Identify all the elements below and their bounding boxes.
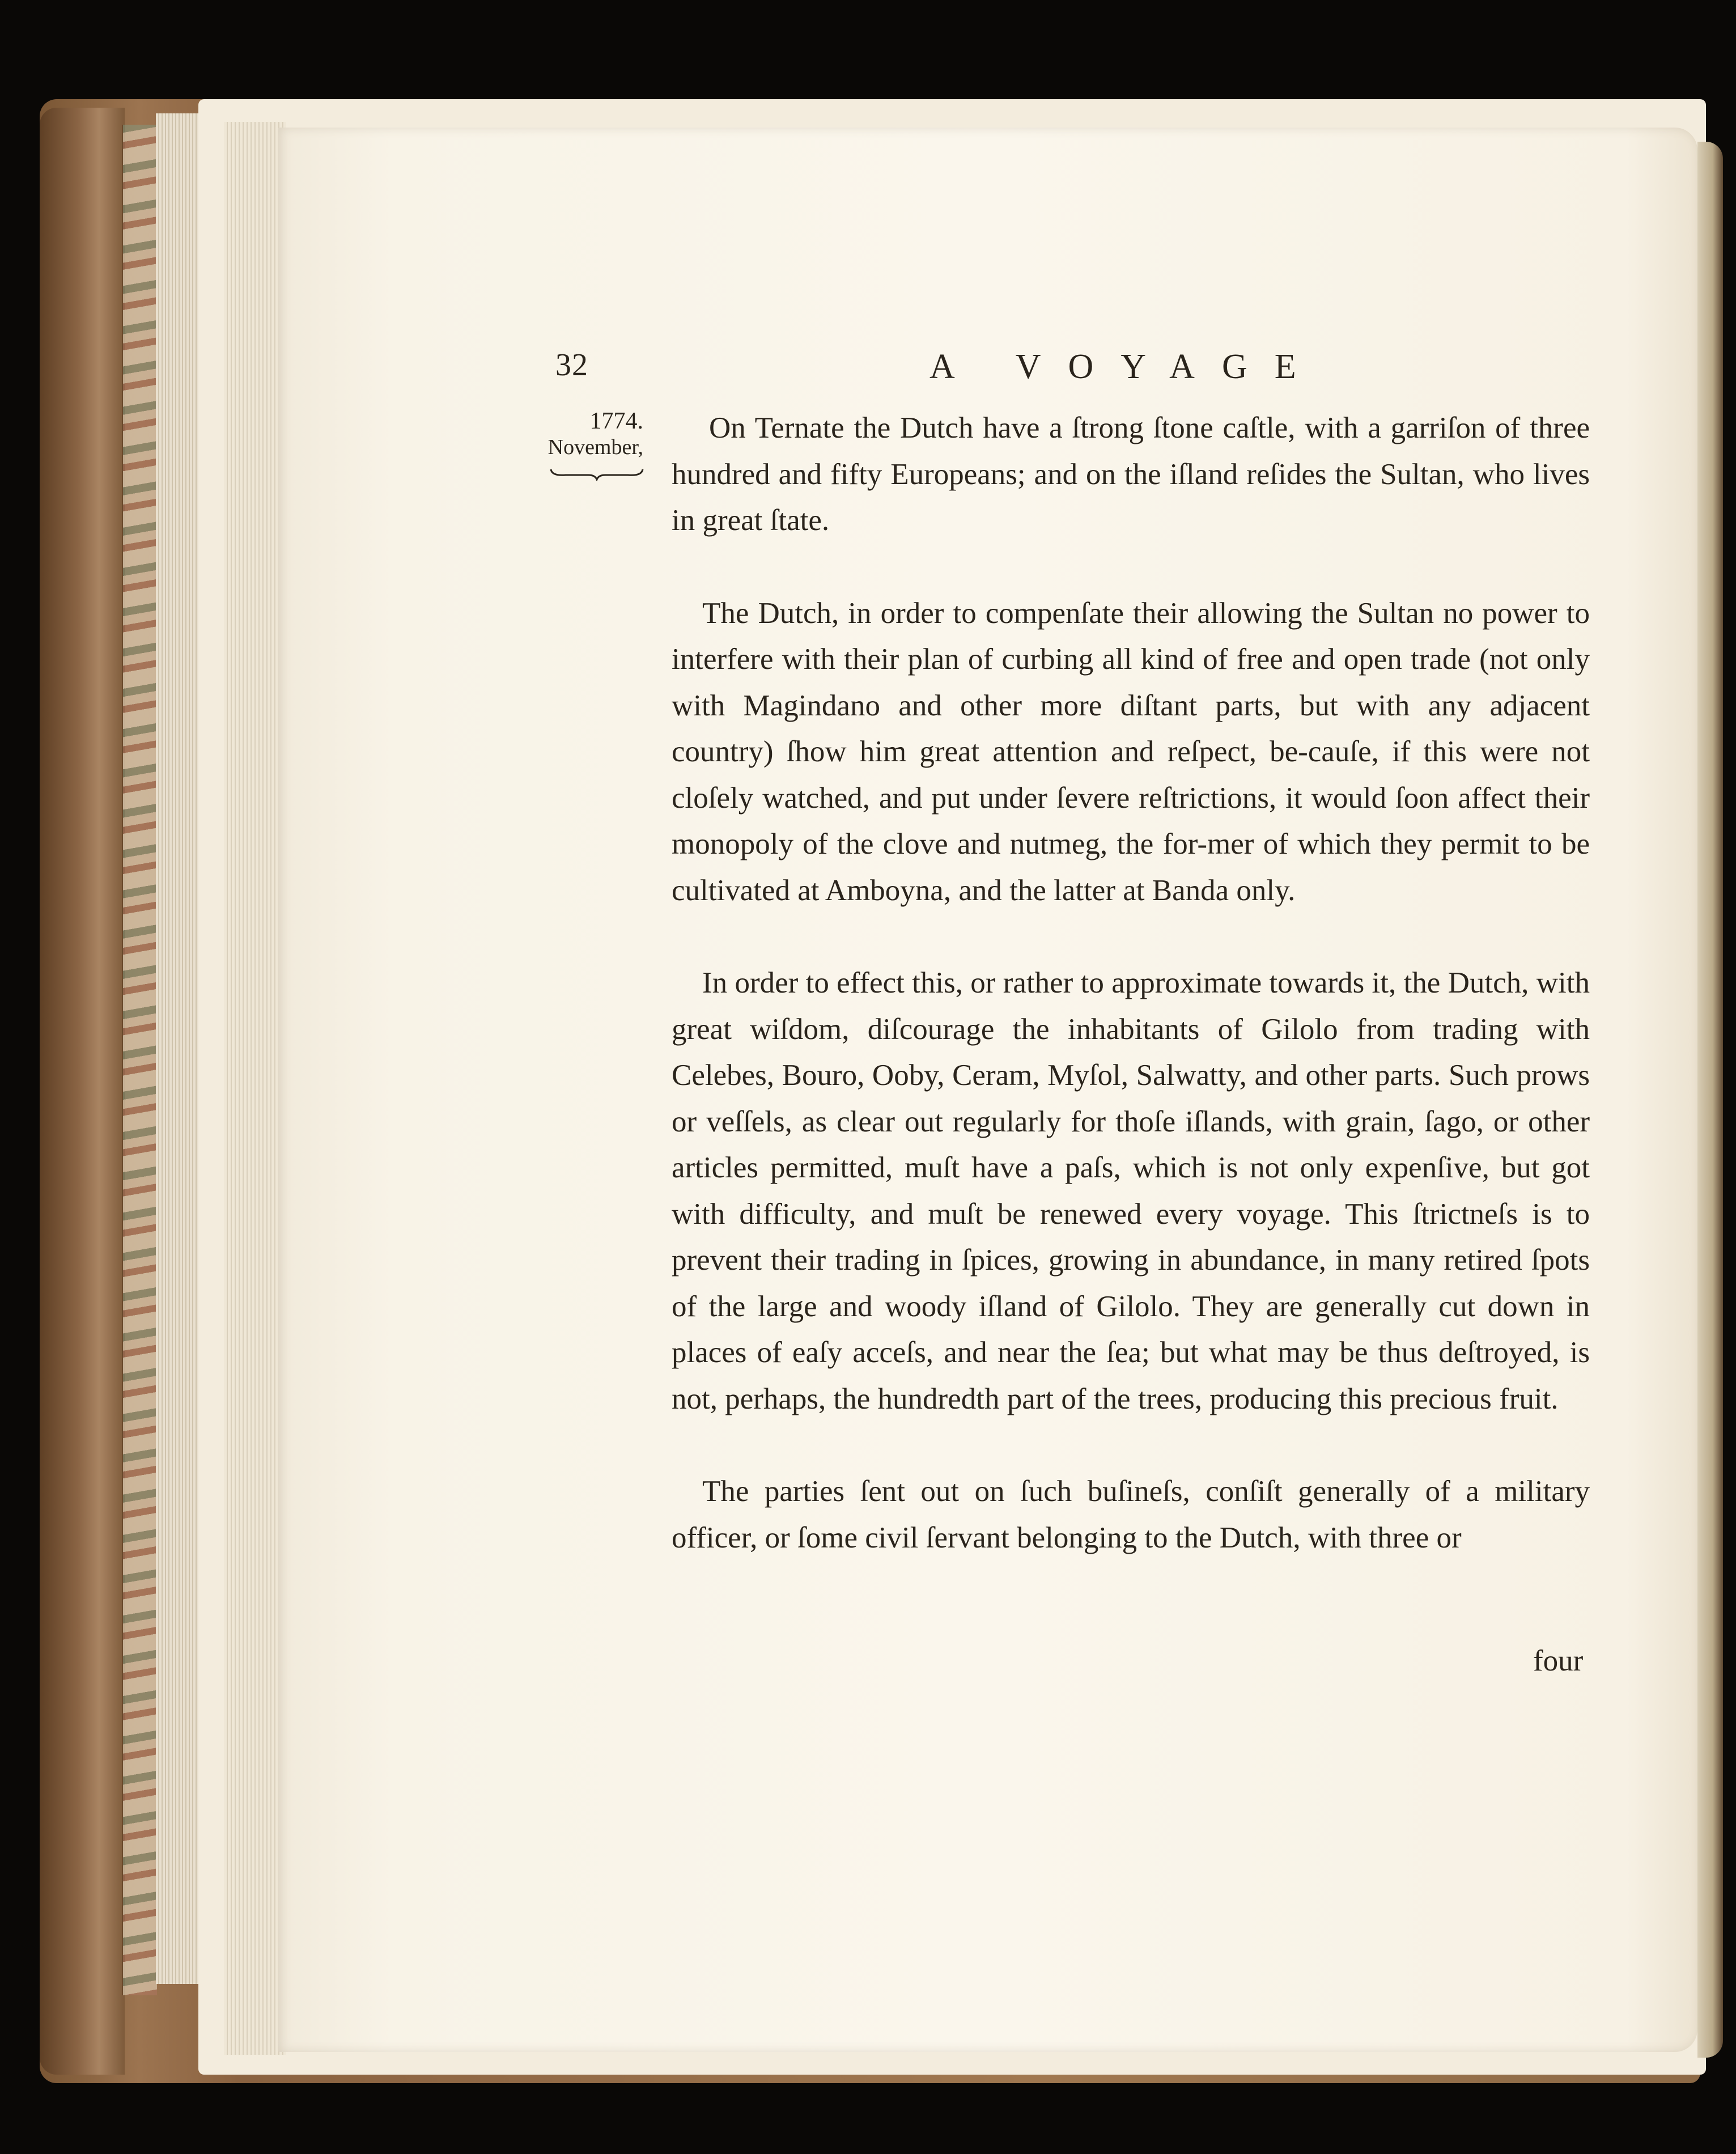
page-number: 32 [555, 347, 588, 383]
marbled-endpaper [122, 125, 157, 1995]
paragraph-2: The Dutch, in order to compenſate their allowing the Sultan no power to interfere with their plan of curbing all kind of free and open trade (not only with Magindano and other more diſtant parts, but with any adjacent country) ſhow him great attention and reſpect, be-cauſe, if this were not cloſely watched, and put under ſevere reſtrictions, it would ſoon affect their monopoly of the clove and nutmeg, the for-mer of which they permit to be cultivated at Amboyna, and the latter at Banda only. [672, 596, 1590, 907]
margin-note-month: November, [547, 435, 643, 459]
book-spine [40, 108, 125, 2075]
paragraph-3: In order to effect this, or rather to approximate towards it, the Dutch, with great wiſdom, diſcourage the inhabitants of Gilolo from trading with Celebes, Bouro, Ooby, Ceram, Myſol, Salwatty, and other parts. Such prows or veſſels, as clear out regularly for thoſe iſlands, with grain, ſago, or other articles permitted, muſt have a paſs, which is not only expenſive, but got with difficulty, and muſt be renewed every voyage. This ſtrictneſs is to prevent their trading in ſpices, growing in abundance, in many retired ſpots of the large and woody iſland of Gilolo. They are generally cut down in places of eaſy acceſs, and near the ſea; but what may be thus deſtroyed, is not, perhaps, the hundredth part of the trees, producing this precious fruit. [672, 966, 1590, 1415]
page-stack [224, 122, 286, 2055]
margin-note [544, 408, 643, 460]
catchword: four [1533, 1644, 1584, 1677]
running-head: A VOYAGE [929, 347, 1323, 386]
paragraph-4: The parties ſent out on ſuch buſineſs, conſiſt generally of a military officer, or ſome civil ſervant belonging to the Dutch, with three or [672, 1475, 1590, 1554]
paragraph-1: On Ternate the Dutch have a ſtrong ſtone caſtle, with a garriſon of three hundred and fifty Europeans; and on the iſland reſides the Sultan, who lives in great ſtate. [672, 412, 1590, 537]
brace-ornament [549, 467, 645, 481]
page-edges-right [1697, 142, 1723, 2058]
margin-note-year: 1774. [589, 408, 643, 434]
body-text [672, 405, 1590, 1561]
